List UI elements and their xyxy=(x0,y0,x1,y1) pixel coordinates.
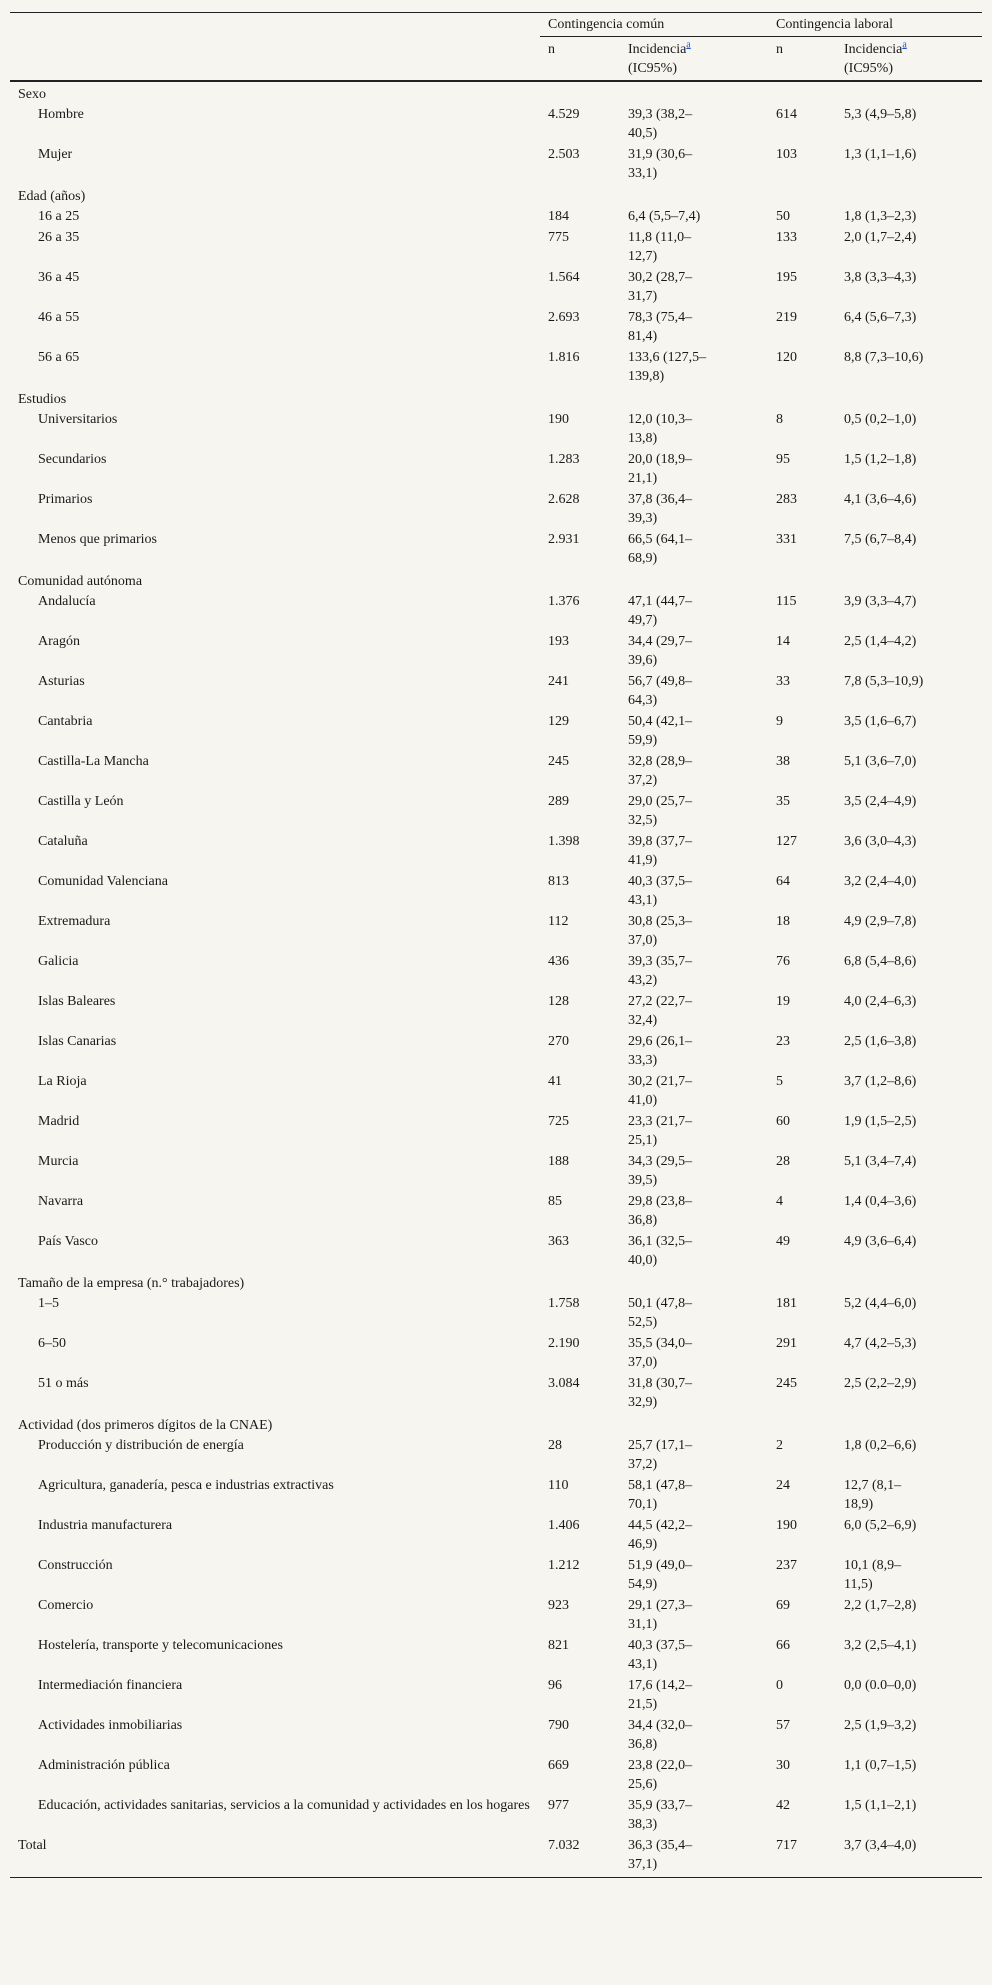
table-row xyxy=(10,951,982,991)
incidencia-comun: 27,2 (22,7– 32,4) xyxy=(628,994,693,1028)
incidencia-comun: 34,4 (29,7– 39,6) xyxy=(628,634,693,668)
n-comun: 790 xyxy=(548,1718,569,1733)
incidencia-comun: 133,6 (127,5– 139,8) xyxy=(628,350,707,384)
n-comun: 725 xyxy=(548,1114,569,1129)
table-row xyxy=(10,911,982,951)
section-title: Actividad (dos primeros dígitos de la CNAE) xyxy=(18,1418,273,1433)
header-incidencia-laboral: Incidencia$^a$ (IC95%) xyxy=(836,37,982,82)
row-label: Administración pública xyxy=(38,1758,170,1773)
incidencia-laboral: 3,8 (3,3–4,3) xyxy=(844,270,917,285)
table-row xyxy=(10,1071,982,1111)
row-label: Aragón xyxy=(38,634,80,649)
n-laboral: 14 xyxy=(776,634,791,649)
table-row xyxy=(10,1555,982,1595)
incidencia-comun: 11,8 (11,0– 12,7) xyxy=(628,230,692,264)
footnote-link[interactable]: a xyxy=(902,39,907,51)
n-laboral: 331 xyxy=(776,532,798,547)
n-laboral: 115 xyxy=(776,594,797,609)
table-row xyxy=(10,1373,982,1413)
row-label: Madrid xyxy=(38,1114,80,1129)
incidencia-laboral: 3,7 (1,2–8,6) xyxy=(844,1074,917,1089)
n-laboral: 69 xyxy=(776,1598,791,1613)
n-comun: 923 xyxy=(548,1598,569,1613)
incidencia-laboral: 1,8 (0,2–6,6) xyxy=(844,1438,917,1453)
incidencia-laboral: 2,5 (1,6–3,8) xyxy=(844,1034,917,1049)
incidencia-laboral: 3,5 (2,4–4,9) xyxy=(844,794,917,809)
incidencia-laboral: 1,5 (1,2–1,8) xyxy=(844,452,917,467)
n-comun: 1.283 xyxy=(548,452,580,467)
table-row xyxy=(10,1293,982,1333)
incidencia-laboral: 1,1 (0,7–1,5) xyxy=(844,1758,917,1773)
incidencia-laboral: 0,5 (0,2–1,0) xyxy=(844,412,917,427)
incidencia-comun: 12,0 (10,3– 13,8) xyxy=(628,412,693,446)
n-laboral: 5 xyxy=(776,1074,784,1089)
row-label: Menos que primarios xyxy=(38,532,157,547)
incidencia-comun: 23,3 (21,7– 25,1) xyxy=(628,1114,693,1148)
n-laboral: 283 xyxy=(776,492,798,507)
incidencia-comun: 66,5 (64,1– 68,9) xyxy=(628,532,693,566)
table-row xyxy=(10,1191,982,1231)
n-laboral: 181 xyxy=(776,1296,798,1311)
n-comun: 128 xyxy=(548,994,569,1009)
row-label: Islas Canarias xyxy=(38,1034,117,1049)
n-laboral: 717 xyxy=(768,1835,836,1878)
section-title: Estudios xyxy=(18,392,67,407)
table-row xyxy=(10,227,982,267)
table-row xyxy=(10,1635,982,1675)
row-label: Intermediación financiera xyxy=(38,1678,183,1693)
incidencia-laboral: 1,5 (1,1–2,1) xyxy=(844,1798,917,1813)
table-row xyxy=(10,1835,982,1878)
n-comun: 245 xyxy=(548,754,569,769)
incidencia-laboral: 5,1 (3,4–7,4) xyxy=(844,1154,917,1169)
incidencia-comun: 36,1 (32,5– 40,0) xyxy=(628,1234,693,1268)
n-laboral: 95 xyxy=(776,452,791,467)
incidencia-comun: 6,4 (5,5–7,4) xyxy=(628,209,701,224)
table-row xyxy=(10,206,982,227)
row-label: Secundarios xyxy=(38,452,107,467)
incidence-table xyxy=(10,12,982,1878)
incidencia-comun: 50,1 (47,8– 52,5) xyxy=(628,1296,693,1330)
n-comun: 2.931 xyxy=(548,532,580,547)
row-label: 26 a 35 xyxy=(38,230,80,245)
n-laboral: 24 xyxy=(776,1478,791,1493)
row-label: 51 o más xyxy=(38,1376,89,1391)
row-label: Asturias xyxy=(38,674,85,689)
row-label: Murcia xyxy=(38,1154,79,1169)
n-comun: 1.376 xyxy=(548,594,580,609)
row-label: La Rioja xyxy=(38,1074,87,1089)
incidencia-laboral: 3,9 (3,3–4,7) xyxy=(844,594,917,609)
incidencia-comun: 30,2 (28,7– 31,7) xyxy=(628,270,693,304)
incidencia-laboral: 2,5 (2,2–2,9) xyxy=(844,1376,917,1391)
table-row xyxy=(10,1595,982,1635)
n-comun: 1.564 xyxy=(548,270,580,285)
n-comun: 85 xyxy=(548,1194,562,1209)
section-title: Edad (años) xyxy=(18,189,86,204)
table-row xyxy=(10,1475,982,1515)
table-body xyxy=(10,81,982,1878)
table-row xyxy=(10,711,982,751)
n-laboral: 42 xyxy=(776,1798,791,1813)
table-row xyxy=(10,1715,982,1755)
n-comun: 1.816 xyxy=(548,350,580,365)
table-row xyxy=(10,751,982,791)
n-comun: 41 xyxy=(548,1074,562,1089)
incidencia-laboral: 1,3 (1,1–1,6) xyxy=(844,147,917,162)
n-laboral: 127 xyxy=(776,834,798,849)
table-row xyxy=(10,831,982,871)
incidencia-comun: 17,6 (14,2– 21,5) xyxy=(628,1678,693,1712)
n-laboral: 8 xyxy=(776,412,784,427)
n-laboral: 57 xyxy=(776,1718,791,1733)
incidencia-laboral: 6,4 (5,6–7,3) xyxy=(844,310,917,325)
n-laboral: 30 xyxy=(776,1758,791,1773)
n-comun: 193 xyxy=(548,634,569,649)
n-laboral: 190 xyxy=(776,1518,798,1533)
incidencia-comun: 40,3 (37,5– 43,1) xyxy=(628,874,693,908)
row-label: Mujer xyxy=(38,147,73,162)
table-row xyxy=(10,1111,982,1151)
incidencia-comun: 56,7 (49,8– 64,3) xyxy=(628,674,693,708)
n-comun: 813 xyxy=(548,874,569,889)
n-comun: 977 xyxy=(548,1798,569,1813)
table-header xyxy=(10,13,982,82)
table-row xyxy=(10,489,982,529)
incidencia-comun: 34,4 (32,0– 36,8) xyxy=(628,1718,693,1752)
incidencia-laboral: 3,2 (2,5–4,1) xyxy=(844,1638,917,1653)
n-laboral: 18 xyxy=(776,914,791,929)
table-row xyxy=(10,267,982,307)
n-laboral: 76 xyxy=(776,954,791,969)
n-comun: 190 xyxy=(548,412,569,427)
incidencia-laboral: 2,2 (1,7–2,8) xyxy=(844,1598,917,1613)
n-laboral: 0 xyxy=(776,1678,784,1693)
table-row xyxy=(10,1435,982,1475)
n-comun: 129 xyxy=(548,714,569,729)
header-n-comun: n xyxy=(540,37,620,82)
n-comun: 112 xyxy=(548,914,569,929)
incidencia-comun: 29,1 (27,3– 31,1) xyxy=(628,1598,693,1632)
incidencia-comun: 39,3 (35,7– 43,2) xyxy=(628,954,693,988)
incidencia-laboral: 5,2 (4,4–6,0) xyxy=(844,1296,917,1311)
n-comun: 363 xyxy=(548,1234,569,1249)
n-comun: 1.398 xyxy=(548,834,580,849)
incidencia-comun: 78,3 (75,4– 81,4) xyxy=(628,310,693,344)
incidencia-laboral: 3,2 (2,4–4,0) xyxy=(844,874,917,889)
row-label: 36 a 45 xyxy=(38,270,80,285)
n-laboral: 291 xyxy=(776,1336,798,1351)
table-row xyxy=(10,144,982,184)
incidencia-comun: 35,9 (33,7– 38,3) xyxy=(628,1798,693,1832)
row-label: 56 a 65 xyxy=(38,350,80,365)
n-laboral: 103 xyxy=(776,147,798,162)
incidencia-laboral: 4,9 (3,6–6,4) xyxy=(844,1234,917,1249)
n-comun: 2.693 xyxy=(548,310,580,325)
n-laboral: 60 xyxy=(776,1114,791,1129)
incidencia-laboral: 3,5 (1,6–6,7) xyxy=(844,714,917,729)
section-row xyxy=(10,387,982,409)
footnote-link[interactable]: a xyxy=(686,39,691,51)
incidencia-laboral: 4,0 (2,4–6,3) xyxy=(844,994,917,1009)
n-comun: 3.084 xyxy=(548,1376,580,1391)
table-row xyxy=(10,1333,982,1373)
table-row xyxy=(10,671,982,711)
incidencia-comun: 51,9 (49,0– 54,9) xyxy=(628,1558,693,1592)
row-label: Cantabria xyxy=(38,714,93,729)
table-row xyxy=(10,104,982,144)
incidencia-laboral: 1,8 (1,3–2,3) xyxy=(844,209,917,224)
row-label: Agricultura, ganadería, pesca e industrias extractivas xyxy=(38,1478,334,1493)
row-label: Hostelería, transporte y telecomunicaciones xyxy=(38,1638,283,1653)
section-title: Sexo xyxy=(18,87,46,102)
incidencia-comun: 37,8 (36,4– 39,3) xyxy=(628,492,693,526)
n-comun: 7.032 xyxy=(540,1835,620,1878)
table-row xyxy=(10,1675,982,1715)
n-laboral: 237 xyxy=(776,1558,798,1573)
incidencia-comun: 30,2 (21,7– 41,0) xyxy=(628,1074,693,1108)
row-label: Producción y distribución de energía xyxy=(38,1438,244,1453)
incidencia-laboral: 3,6 (3,0–4,3) xyxy=(844,834,917,849)
incidencia-laboral: 1,4 (0,4–3,6) xyxy=(844,1194,917,1209)
table-row xyxy=(10,1515,982,1555)
n-comun: 1.406 xyxy=(548,1518,580,1533)
row-label: Islas Baleares xyxy=(38,994,116,1009)
incidencia-comun: 32,8 (28,9– 37,2) xyxy=(628,754,693,788)
incidencia-laboral: 6,0 (5,2–6,9) xyxy=(844,1518,917,1533)
table-row xyxy=(10,1231,982,1271)
row-label: Navarra xyxy=(38,1194,84,1209)
table-row xyxy=(10,1151,982,1191)
incidencia-laboral: 2,0 (1,7–2,4) xyxy=(844,230,917,245)
n-comun: 1.212 xyxy=(548,1558,580,1573)
incidencia-laboral: 2,5 (1,9–3,2) xyxy=(844,1718,917,1733)
header-empty xyxy=(10,13,540,37)
section-row xyxy=(10,81,982,104)
incidencia-laboral: 1,9 (1,5–2,5) xyxy=(844,1114,917,1129)
n-laboral: 66 xyxy=(776,1638,791,1653)
table-row xyxy=(10,591,982,631)
n-comun: 241 xyxy=(548,674,569,689)
table-row xyxy=(10,991,982,1031)
section-row xyxy=(10,1271,982,1293)
n-comun: 775 xyxy=(548,230,569,245)
table-row xyxy=(10,1795,982,1835)
incidencia-laboral: 7,8 (5,3–10,9) xyxy=(844,674,924,689)
row-label: Comunidad Valenciana xyxy=(38,874,168,889)
incidencia-comun: 29,0 (25,7– 32,5) xyxy=(628,794,693,828)
section-row xyxy=(10,1413,982,1435)
row-label: País Vasco xyxy=(38,1234,99,1249)
incidencia-laboral: 5,3 (4,9–5,8) xyxy=(844,107,917,122)
row-label: Industria manufacturera xyxy=(38,1518,173,1533)
row-label: Total xyxy=(10,1835,540,1878)
n-laboral: 195 xyxy=(776,270,798,285)
n-laboral: 9 xyxy=(776,714,784,729)
row-label: Galicia xyxy=(38,954,79,969)
section-row xyxy=(10,184,982,206)
table-container xyxy=(10,12,982,1878)
n-laboral: 64 xyxy=(776,874,791,889)
incidencia-comun: 29,6 (26,1– 33,3) xyxy=(628,1034,693,1068)
n-laboral: 4 xyxy=(776,1194,784,1209)
n-comun: 4.529 xyxy=(548,107,580,122)
n-comun: 2.190 xyxy=(548,1336,580,1351)
n-laboral: 2 xyxy=(776,1438,784,1453)
n-comun: 2.628 xyxy=(548,492,580,507)
n-laboral: 19 xyxy=(776,994,791,1009)
n-comun: 28 xyxy=(548,1438,562,1453)
incidencia-comun: 44,5 (42,2– 46,9) xyxy=(628,1518,693,1552)
n-laboral: 50 xyxy=(776,209,791,224)
n-laboral: 49 xyxy=(776,1234,791,1249)
incidencia-comun: 39,8 (37,7– 41,9) xyxy=(628,834,693,868)
row-label: Universitarios xyxy=(38,412,118,427)
n-laboral: 23 xyxy=(776,1034,791,1049)
incidencia-laboral: 5,1 (3,6–7,0) xyxy=(844,754,917,769)
incidencia-comun: 31,8 (30,7– 32,9) xyxy=(628,1376,693,1410)
row-label: 1–5 xyxy=(38,1296,59,1311)
row-label: Cataluña xyxy=(38,834,88,849)
incidencia-comun: 50,4 (42,1– 59,9) xyxy=(628,714,693,748)
row-label: 16 a 25 xyxy=(38,209,80,224)
n-comun: 188 xyxy=(548,1154,569,1169)
table-row xyxy=(10,347,982,387)
incidencia-comun: 40,3 (37,5– 43,1) xyxy=(628,1638,693,1672)
row-label: 6–50 xyxy=(38,1336,66,1351)
incidencia-laboral: 7,5 (6,7–8,4) xyxy=(844,532,917,547)
n-laboral: 35 xyxy=(776,794,791,809)
n-laboral: 33 xyxy=(776,674,791,689)
table-row xyxy=(10,409,982,449)
incidencia-comun: 20,0 (18,9– 21,1) xyxy=(628,452,693,486)
n-comun: 436 xyxy=(548,954,569,969)
n-comun: 270 xyxy=(548,1034,569,1049)
n-comun: 110 xyxy=(548,1478,569,1493)
n-comun: 669 xyxy=(548,1758,569,1773)
table-row xyxy=(10,1031,982,1071)
incidencia-laboral: 4,1 (3,6–4,6) xyxy=(844,492,917,507)
incidencia-comun: 47,1 (44,7– 49,7) xyxy=(628,594,693,628)
header-empty-2 xyxy=(10,37,540,82)
incidencia-laboral: 8,8 (7,3–10,6) xyxy=(844,350,924,365)
row-label: Hombre xyxy=(38,107,84,122)
incidencia-laboral: 0,0 (0.0–0,0) xyxy=(844,1678,917,1693)
incidencia-comun: 25,7 (17,1– 37,2) xyxy=(628,1438,693,1472)
n-laboral: 133 xyxy=(776,230,798,245)
n-laboral: 38 xyxy=(776,754,791,769)
incidencia-laboral: 6,8 (5,4–8,6) xyxy=(844,954,917,969)
header-incidencia-comun: Incidencia$^a$ (IC95%) xyxy=(620,37,768,82)
incidencia-laboral: 3,7 (3,4–4,0) xyxy=(836,1835,982,1878)
n-laboral: 219 xyxy=(776,310,798,325)
incidencia-comun: 31,9 (30,6– 33,1) xyxy=(628,147,693,181)
incidencia-comun: 29,8 (23,8– 36,8) xyxy=(628,1194,693,1228)
row-label: Castilla-La Mancha xyxy=(38,754,149,769)
n-comun: 96 xyxy=(548,1678,562,1693)
section-title: Comunidad autónoma xyxy=(18,574,143,589)
n-laboral: 28 xyxy=(776,1154,791,1169)
row-label: Primarios xyxy=(38,492,93,507)
table-row xyxy=(10,791,982,831)
row-label: Andalucía xyxy=(38,594,96,609)
incidencia-laboral: 10,1 (8,9– 11,5) xyxy=(844,1558,902,1592)
n-laboral: 614 xyxy=(776,107,798,122)
incidencia-comun: 36,3 (35,4– 37,1) xyxy=(620,1835,768,1878)
row-label: Castilla y León xyxy=(38,794,124,809)
n-laboral: 245 xyxy=(776,1376,798,1391)
incidencia-laboral: 4,7 (4,2–5,3) xyxy=(844,1336,917,1351)
row-label: Actividades inmobiliarias xyxy=(38,1718,183,1733)
incidencia-comun: 39,3 (38,2– 40,5) xyxy=(628,107,693,141)
incidencia-comun: 30,8 (25,3– 37,0) xyxy=(628,914,693,948)
n-laboral: 120 xyxy=(776,350,798,365)
n-comun: 1.758 xyxy=(548,1296,580,1311)
row-label: Comercio xyxy=(38,1598,94,1613)
row-label: Extremadura xyxy=(38,914,111,929)
incidencia-laboral: 4,9 (2,9–7,8) xyxy=(844,914,917,929)
header-contingencia-laboral: Contingencia laboral xyxy=(768,13,982,37)
incidencia-comun: 35,5 (34,0– 37,0) xyxy=(628,1336,693,1370)
table-row xyxy=(10,871,982,911)
header-n-laboral: n xyxy=(768,37,836,82)
incidencia-comun: 58,1 (47,8– 70,1) xyxy=(628,1478,693,1512)
section-title: Tamaño de la empresa (n.° trabajadores) xyxy=(18,1276,245,1291)
n-comun: 289 xyxy=(548,794,569,809)
n-comun: 821 xyxy=(548,1638,569,1653)
n-comun: 184 xyxy=(548,209,569,224)
table-row xyxy=(10,449,982,489)
table-row xyxy=(10,1755,982,1795)
row-label: Construcción xyxy=(38,1558,113,1573)
section-row xyxy=(10,569,982,591)
row-label: 46 a 55 xyxy=(38,310,80,325)
incidencia-laboral: 12,7 (8,1– 18,9) xyxy=(844,1478,902,1512)
table-row xyxy=(10,307,982,347)
n-comun: 2.503 xyxy=(548,147,580,162)
incidencia-laboral: 2,5 (1,4–4,2) xyxy=(844,634,917,649)
header-contingencia-comun: Contingencia común xyxy=(540,13,768,37)
table-row xyxy=(10,529,982,569)
table-row xyxy=(10,631,982,671)
incidencia-comun: 23,8 (22,0– 25,6) xyxy=(628,1758,693,1792)
incidencia-comun: 34,3 (29,5– 39,5) xyxy=(628,1154,693,1188)
row-label: Educación, actividades sanitarias, servicios a la comunidad y actividades en los hogares xyxy=(38,1798,530,1813)
